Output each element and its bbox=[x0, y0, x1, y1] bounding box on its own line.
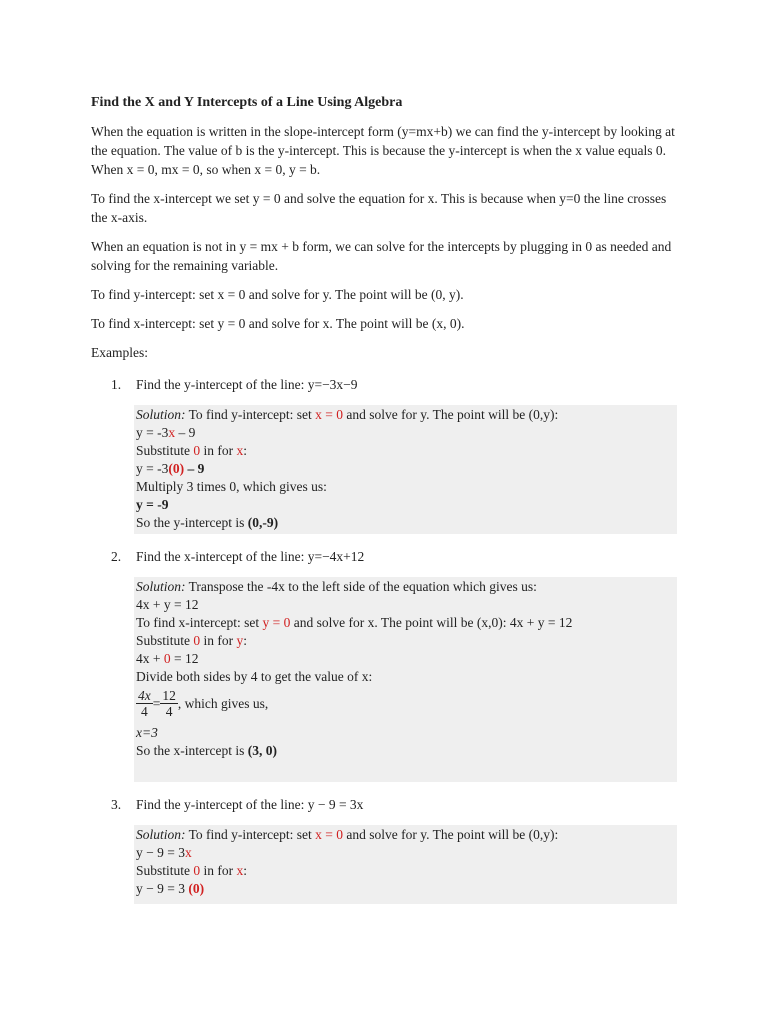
fraction-left: $\frac{4x}{4}$ bbox=[138, 688, 151, 720]
solution-line: Substitute 0 in for x: bbox=[136, 443, 248, 458]
solution-line: y = -3x – 9 bbox=[136, 425, 196, 440]
question-text: Find the y-intercept of the line: y=−3x−9 bbox=[136, 377, 358, 392]
solution-line: Solution: To find y-intercept: set x = 0 and solve for y. The point will be (0,y): bbox=[136, 827, 559, 842]
solution-line: y − 9 = 3 (0) bbox=[136, 881, 205, 896]
paragraph-not-standard-form: When an equation is not in y = mx + b form, we can solve for the intercepts by plugging in 0 as needed and solving for the remaining variable. bbox=[91, 239, 672, 273]
list-number: 1. bbox=[111, 377, 122, 392]
solution-label: Solution: bbox=[136, 407, 186, 422]
solution-line: Divide both sides by 4 to get the value of x: bbox=[136, 669, 373, 684]
paragraph-slope-intercept: When the equation is written in the slope-intercept form (y=mx+b) we can find the y-intercept by looking at the equation. The value of b is the y-intercept. This is because the y-intercept is when the x value equals 0. When x = 0, mx = 0, so when x = 0, y = b. bbox=[91, 124, 675, 177]
paragraph-x-intercept: To find the x-intercept we set y = 0 and solve the equation for x. This is because when y=0 the line crosses the x-axis. bbox=[91, 191, 667, 225]
list-number: 2. bbox=[111, 549, 122, 564]
document-page bbox=[91, 95, 681, 904]
solution-label: Solution: bbox=[136, 827, 186, 842]
example-3 bbox=[91, 796, 681, 904]
example-2 bbox=[91, 548, 681, 782]
example-2-solution bbox=[134, 577, 677, 782]
fraction-equation: $\frac{4x}{4}$ = $\frac{12}{4}$ , which gives us, bbox=[138, 688, 269, 720]
solution-result: y = -9 bbox=[136, 497, 169, 512]
solution-line: 4x + y = 12 bbox=[136, 597, 199, 612]
solution-line: y = -3(0) – 9 bbox=[136, 461, 205, 476]
paragraph-x-intercept-rule: To find x-intercept: set y = 0 and solve for x. The point will be (x, 0). bbox=[91, 316, 465, 331]
example-3-question bbox=[91, 796, 681, 814]
solution-line: Substitute 0 in for x: bbox=[136, 863, 248, 878]
example-1 bbox=[91, 376, 681, 534]
solution-answer: So the x-intercept is (3, 0) bbox=[136, 743, 277, 758]
solution-line: Solution: Transpose the -4x to the left side of the equation which gives us: bbox=[136, 579, 537, 594]
example-1-question bbox=[91, 376, 681, 394]
solution-label: Solution: bbox=[136, 579, 186, 594]
solution-line: Multiply 3 times 0, which gives us: bbox=[136, 479, 327, 494]
solution-line: y − 9 = 3x bbox=[136, 845, 192, 860]
solution-result: x=3 bbox=[136, 725, 158, 740]
example-3-solution bbox=[134, 825, 677, 904]
solution-line: Solution: To find y-intercept: set x = 0 and solve for y. The point will be (0,y): bbox=[136, 407, 559, 422]
question-text: Find the x-intercept of the line: y=−4x+12 bbox=[136, 549, 365, 564]
document-title: Find the X and Y Intercepts of a Line Using Algebra bbox=[91, 95, 403, 110]
paragraph-y-intercept-rule: To find y-intercept: set x = 0 and solve for y. The point will be (0, y). bbox=[91, 287, 464, 302]
example-1-solution bbox=[134, 405, 677, 534]
solution-line: To find x-intercept: set y = 0 and solve for x. The point will be (x,0): 4x + y = 12 bbox=[136, 615, 573, 630]
solution-line: Substitute 0 in for y: bbox=[136, 633, 248, 648]
examples-heading: Examples: bbox=[91, 345, 148, 360]
list-number: 3. bbox=[111, 797, 122, 812]
example-2-question bbox=[91, 548, 681, 566]
solution-answer: So the y-intercept is (0,-9) bbox=[136, 515, 279, 530]
fraction-right: $\frac{12}{4}$ bbox=[162, 688, 176, 720]
question-text: Find the y-intercept of the line: y − 9 = 3x bbox=[136, 797, 364, 812]
equals-sign: = bbox=[152, 695, 161, 711]
solution-line: 4x + 0 = 12 bbox=[136, 651, 199, 666]
